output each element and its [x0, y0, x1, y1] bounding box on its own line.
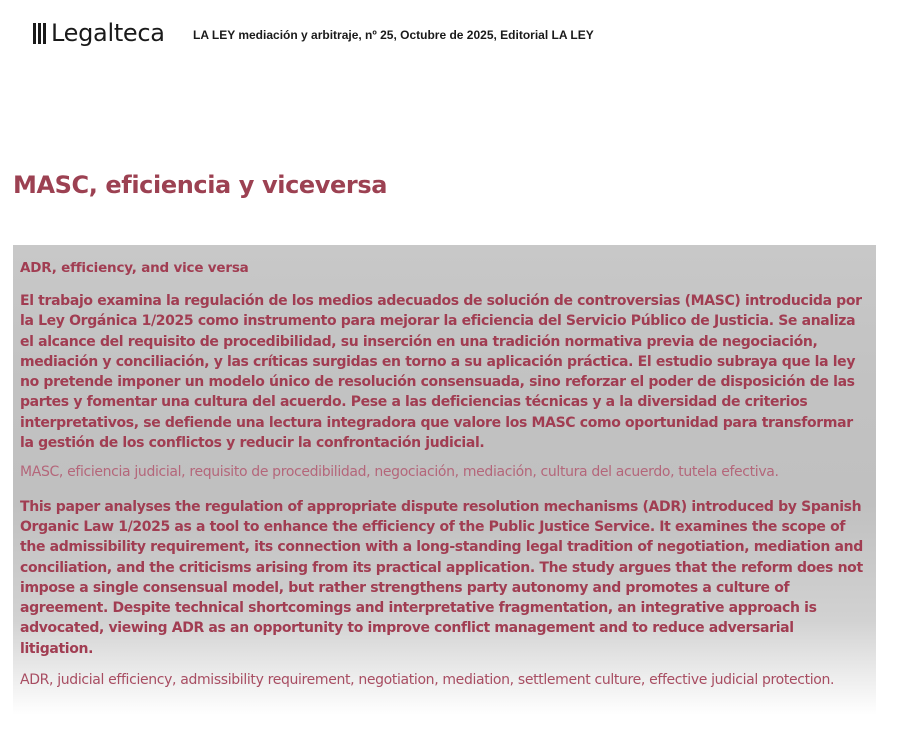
keywords-english: ADR, judicial efficiency, admissibility requirement, negotiation, mediation, settlement culture, effective judicial protection. [20, 672, 835, 689]
english-title: ADR, efficiency, and vice versa [20, 260, 249, 276]
page-header [0, 0, 900, 60]
legalteca-logo[interactable] [33, 19, 165, 47]
article-title: MASC, eficiencia y viceversa [13, 171, 388, 199]
abstract-spanish: El trabajo examina la regulación de los medios adecuados de solución de controversias (MASC) introducida por la Ley Orgánica 1/2025 como instrumento para mejorar la eficiencia del Servicio Público de Justicia. Se analiza el alcance del requisito de procedibilidad, su inserción en una tradición normativa previa de negociación, mediación y conciliación, y las críticas surgidas en torno a su aplicación práctica. El estudio subraya que la ley no pretende imponer un modelo único de resolución consensuada, sino reforzar el poder de disposición de las partes y fomentar una cultura del acuerdo. Pese a las deficiencias técnicas y a la diversidad de criterios interpretativos, se defiende una lectura integradora que valore los MASC como oportunidad para transformar la gestión de los conflictos y reducir la confrontación judicial. [20, 293, 862, 452]
abstract-box [13, 245, 876, 715]
abstract-english: This paper analyses the regulation of appropriate dispute resolution mechanisms (ADR) introduced by Spanish Organic Law 1/2025 as a tool to enhance the efficiency of the Public Justice Service. It examines the scope of the admissibility requirement, its connection with a long-standing legal tradition of negotiation, mediation and conciliation, and the criticisms arising from its practical application. The study argues that the reform does not impose a single consensual model, but rather strengthens party autonomy and promotes a culture of agreement. Despite technical shortcomings and interpretative fragmentation, an integrative approach is advocated, viewing ADR as an opportunity to improve conflict management and to reduce adversarial litigation. [20, 498, 863, 657]
logo-bars-icon [33, 23, 48, 44]
keywords-spanish: MASC, eficiencia judicial, requisito de procedibilidad, negociación, mediación, cultura del acuerdo, tutela efectiva. [20, 464, 779, 481]
logo-text: Legalteca [51, 19, 165, 47]
publication-info: LA LEY mediación y arbitraje, nº 25, Octubre de 2025, Editorial LA LEY [193, 28, 594, 42]
